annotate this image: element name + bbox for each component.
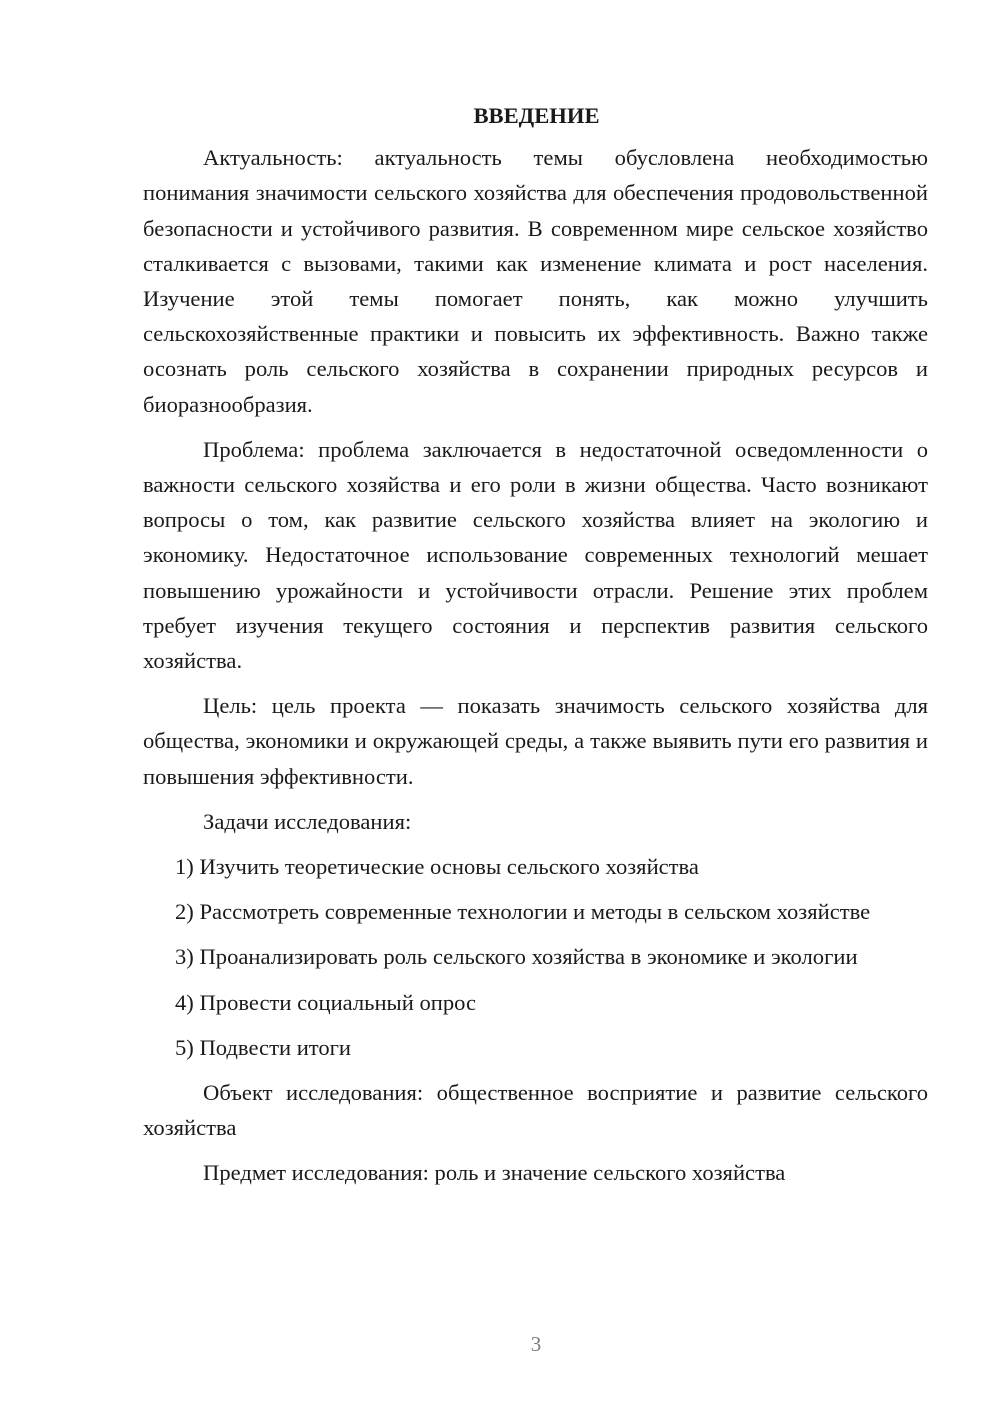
task-item-2: 2) Рассмотреть современные технологии и методы в сельском хозяйстве — [175, 899, 871, 925]
section-heading: ВВЕДЕНИЕ — [473, 103, 600, 128]
page-number: 3 — [530, 1332, 542, 1356]
task-item-4: 4) Провести социальный опрос — [175, 989, 477, 1015]
object-paragraph: Объект исследования: общественное восприятие и развитие сельского хозяйства — [143, 1080, 928, 1141]
subject-paragraph: Предмет исследования: роль и значение сельского хозяйства — [203, 1160, 786, 1186]
tasks-title: Задачи исследования: — [203, 808, 412, 834]
problem-paragraph: Проблема: проблема заключается в недостаточной осведомленности о важности сельского хозяйства и его роли в жизни общества. Часто возникают вопросы о том, как развитие сельского хозяйства влияет на экологию и экономику. Недостаточное использование современных технологий мешает повышению урожайности и устойчивости отрасли. Решение этих проблем требует изучения текущего состояния и перспектив развития сельского хозяйства. — [143, 436, 928, 674]
task-item-3: 3) Проанализировать роль сельского хозяйства в экономике и экологии — [175, 944, 858, 970]
relevance-paragraph: Актуальность: актуальность темы обусловлена необходимостью понимания значимости сельского хозяйства для обеспечения продовольственной безопасности и устойчивого развития. В современном мире сельское хозяйство сталкивается с вызовами, такими как изменение климата и рост населения. Изучение этой темы помогает понять, как можно улучшить сельскохозяйственные практики и повысить их эффективность. Важно также осознать роль сельского хозяйства в сохранении природных ресурсов и биоразнообразия. — [143, 145, 928, 417]
goal-paragraph: Цель: цель проекта — показать значимость сельского хозяйства для общества, экономики и окружающей среды, а также выявить пути его развития и повышения эффективности. — [143, 693, 928, 789]
task-item-5: 5) Подвести итоги — [175, 1034, 352, 1060]
page-content — [143, 98, 928, 1201]
task-item-1: 1) Изучить теоретические основы сельского хозяйства — [175, 854, 699, 880]
